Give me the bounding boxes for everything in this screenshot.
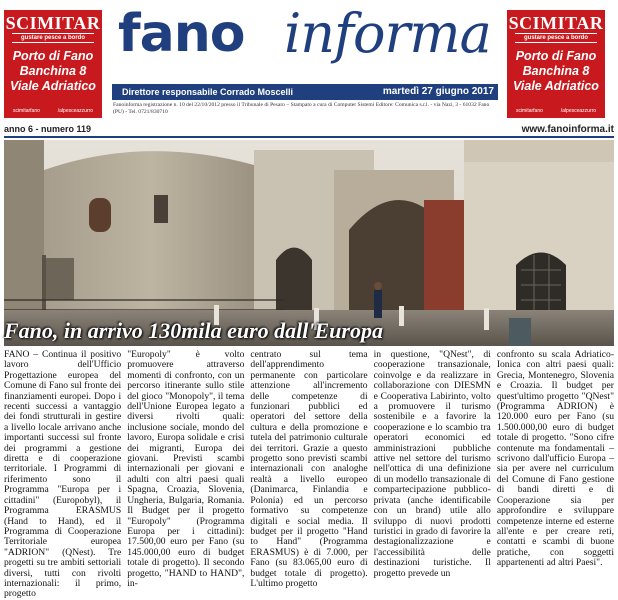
ad-social-left: scimitarfano	[515, 108, 543, 114]
article-column-2: "Europoly" è volto promuovere attraverso momenti di confronto, con un percorso itinerante sullo stile del gioco "Monopoly", il tema dell'Unione Europea legato a diversi rivolti quali: inclusione sociale, mondo del lavoro, Europa solidale e crisi dei migranti, Europa dei giovani. Previsti scambi internazionali per giovani e adulti con altri paesi quali Spagna, Croazia, Slovenia, Ungheria, Bulgaria, Romania. Il Budget per il progetto "Europoly" (Programma Europa per i cittadini): 17.500,00 euro per Fano (su 145.000,00 euro di budget totale di progetto). Il secondo progetto, "HAND to HAND", in-	[127, 349, 245, 589]
photo-illustration	[4, 140, 614, 346]
issue-date: martedì 27 giugno 2017	[382, 86, 494, 97]
director-credit: Direttore responsabile Corrado Moscelli	[122, 87, 294, 97]
article-column-1: FANO – Continua il positivo lavoro dell'Ufficio Progettazione europea del Comune di Fano sul fronte dei finanziamenti europei. Dopo i recenti successi a vantaggio dei fondi strutturali in gestire a livello locale arrivano anche importanti successi sul fronte dei programmi a gestione diretta e di cooperazione territoriale. I Programmi di riferimento sono il Programma "Europa per i cittadini" (Europobyl), il Programma ERASMUS (Hand to Hand), ed il Programma di Cooperazione Territoriale europea "ADRION" (QNest). Tre progetti su tre ambiti settoriali diversi, tutti con rivolti internazionali: il primo, progetto	[4, 349, 122, 600]
issue-number: anno 6 - numero 119	[4, 124, 92, 134]
ad-social	[507, 108, 605, 114]
article-column-4: in questione, "QNest", di cooperazione transazionale, coinvolge e da realizzare in collaborazione con DIESMN e Cooperativa Labirinto, volto a promuovere il turismo sostenibile e a favorire la cooperazione e lo scambio tra operatori economici ed amministrazioni pubbliche attive nel settore del turismo nell'ottica di una definizione di un modello transazionale di compartecipazione pubblico-privata (anche identificabile con un brand) utile allo sviluppo di nuovi prodotti turistici in grado di favorire la destagionalizzazione e l'accessibilità delle destinazioni turistiche. Il progetto prevede un	[373, 349, 491, 579]
masthead-title-bold: fano	[118, 4, 245, 64]
article-column-3: centrato sul tema dell'apprendimento permanente con particolare attenzione all'incremento delle competenze di funzionari pubblici ed operatori del settore della cultura e della promozione e tutela del patrimonio culturale dei territori. Grazie a questo progetto sono previsti scambi internazionali con analoghe realtà a livello europeo (Danimarca, Finlandia e Polonia) ed un percorso formativo su competenze digitali e social media. Il budget per il progetto "Hand to Hand" (Programma ERASMUS) è di 7.000, per Fano (su 83.065,00 euro di budget totale di progetto). L'ultimo progetto	[250, 349, 368, 589]
ad-brand: SCIMITAR	[5, 13, 101, 33]
ad-social-left: scimitarfano	[12, 108, 40, 114]
ad-banner-left[interactable]	[4, 10, 102, 118]
ad-tagline: gustare pesce a bordo	[12, 33, 94, 43]
ad-social-right: /alpesceazzurro	[560, 108, 597, 114]
ad-tagline: gustare pesce a bordo	[515, 33, 597, 43]
registration-note: Fanoinforma registrazione n. 10 del 22/10/2012 presso il Tribunale di Pesaro – Stampato a cura di Computer Sistemi Editore: Comunica s.r.l. - via Nazi, 3 - 61032 Fano (PU) - Tel. 0721/830710	[113, 102, 490, 115]
masthead-logo	[112, 2, 498, 74]
ad-line-1: Porto di Fano	[515, 49, 597, 63]
ad-brand: SCIMITAR	[508, 13, 604, 33]
ad-line-3: Viale Adriatico	[10, 79, 96, 93]
ad-line-2: Banchina 8	[522, 64, 590, 78]
ad-line-1: Porto di Fano	[12, 49, 94, 63]
website-link[interactable]: www.fanoinforma.it	[521, 124, 614, 135]
ad-line-3: Viale Adriatico	[513, 79, 599, 93]
header-divider	[4, 136, 614, 138]
article-body	[4, 349, 615, 600]
masthead-title-italic: informa	[284, 2, 491, 65]
ad-social	[4, 108, 102, 114]
ad-banner-right[interactable]	[507, 10, 605, 118]
article-column-5: confronto su scala Adriatico-Ionica con altri paesi quali: Grecia, Montenegro, Slovenia e Croazia. Il budget per quest'ultimo progetto "QNest" (Programma ADRION) è 120.000 euro per Fano (su 1.500.000,00 euro di budget totale di progetto. "Sono cifre contenute ma fondamentali – scrivono dall'ufficio Europa – sia per avere nel curriculum del Comune di Fano gestione di bandi diretti e di Cooperazione sia per approfondire e sviluppare competenze interne ed esterne all'ente e per creare reti, contatti e scambi di buone pratiche, con soggetti appartenenti ad altri Paesi".	[496, 349, 615, 569]
article-headline: Fano, in arrivo 130mila euro dall'Europa	[4, 318, 383, 343]
article-photo	[4, 140, 614, 346]
masthead-bar	[112, 84, 498, 100]
ad-social-right: /alpesceazzurro	[57, 108, 94, 114]
ad-line-2: Banchina 8	[19, 64, 87, 78]
